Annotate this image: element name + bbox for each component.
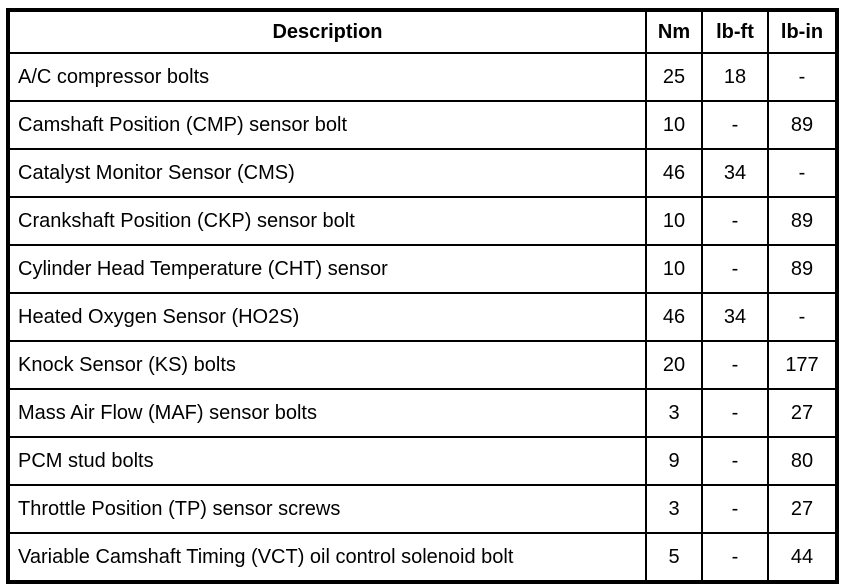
- table-row: [8, 437, 837, 485]
- nm-value-cell: 10: [646, 245, 702, 293]
- lb-in-value-cell: 80: [768, 437, 837, 485]
- lb-ft-value-cell: 18: [702, 53, 768, 101]
- header-row: [8, 10, 837, 53]
- description-cell: Catalyst Monitor Sensor (CMS): [8, 149, 646, 197]
- lb-in-value-cell: 89: [768, 101, 837, 149]
- table-row: [8, 533, 837, 582]
- column-header-lb-ft: lb-ft: [702, 10, 768, 53]
- nm-value-cell: 46: [646, 149, 702, 197]
- nm-value-cell: 5: [646, 533, 702, 582]
- lb-in-value-cell: 89: [768, 245, 837, 293]
- nm-value-cell: 10: [646, 197, 702, 245]
- lb-ft-value-cell: 34: [702, 149, 768, 197]
- lb-ft-value-cell: -: [702, 533, 768, 582]
- lb-ft-value-cell: 34: [702, 293, 768, 341]
- table-body: [8, 53, 837, 582]
- lb-in-value-cell: 27: [768, 485, 837, 533]
- column-header-lb-in: lb-in: [768, 10, 837, 53]
- table-row: [8, 53, 837, 101]
- nm-value-cell: 9: [646, 437, 702, 485]
- nm-value-cell: 10: [646, 101, 702, 149]
- lb-in-value-cell: 89: [768, 197, 837, 245]
- description-cell: Crankshaft Position (CKP) sensor bolt: [8, 197, 646, 245]
- description-cell: Knock Sensor (KS) bolts: [8, 341, 646, 389]
- column-header-nm: Nm: [646, 10, 702, 53]
- description-cell: Mass Air Flow (MAF) sensor bolts: [8, 389, 646, 437]
- table-row: [8, 197, 837, 245]
- lb-ft-value-cell: -: [702, 389, 768, 437]
- table-row: [8, 293, 837, 341]
- description-cell: Variable Camshaft Timing (VCT) oil control solenoid bolt: [8, 533, 646, 582]
- table-row: [8, 389, 837, 437]
- lb-in-value-cell: 44: [768, 533, 837, 582]
- table-row: [8, 485, 837, 533]
- lb-in-value-cell: 27: [768, 389, 837, 437]
- lb-in-value-cell: -: [768, 293, 837, 341]
- description-cell: Heated Oxygen Sensor (HO2S): [8, 293, 646, 341]
- description-cell: Throttle Position (TP) sensor screws: [8, 485, 646, 533]
- table-row: [8, 245, 837, 293]
- description-cell: PCM stud bolts: [8, 437, 646, 485]
- lb-in-value-cell: 177: [768, 341, 837, 389]
- table-row: [8, 341, 837, 389]
- table-header: [8, 10, 837, 53]
- description-cell: Cylinder Head Temperature (CHT) sensor: [8, 245, 646, 293]
- nm-value-cell: 20: [646, 341, 702, 389]
- nm-value-cell: 3: [646, 485, 702, 533]
- column-header-description: Description: [8, 10, 646, 53]
- description-cell: Camshaft Position (CMP) sensor bolt: [8, 101, 646, 149]
- lb-in-value-cell: -: [768, 149, 837, 197]
- nm-value-cell: 25: [646, 53, 702, 101]
- nm-value-cell: 46: [646, 293, 702, 341]
- nm-value-cell: 3: [646, 389, 702, 437]
- table-row: [8, 149, 837, 197]
- lb-ft-value-cell: -: [702, 485, 768, 533]
- lb-ft-value-cell: -: [702, 197, 768, 245]
- description-cell: A/C compressor bolts: [8, 53, 646, 101]
- torque-spec-table: [6, 8, 839, 584]
- lb-ft-value-cell: -: [702, 341, 768, 389]
- table-row: [8, 101, 837, 149]
- lb-ft-value-cell: -: [702, 245, 768, 293]
- lb-ft-value-cell: -: [702, 437, 768, 485]
- lb-ft-value-cell: -: [702, 101, 768, 149]
- lb-in-value-cell: -: [768, 53, 837, 101]
